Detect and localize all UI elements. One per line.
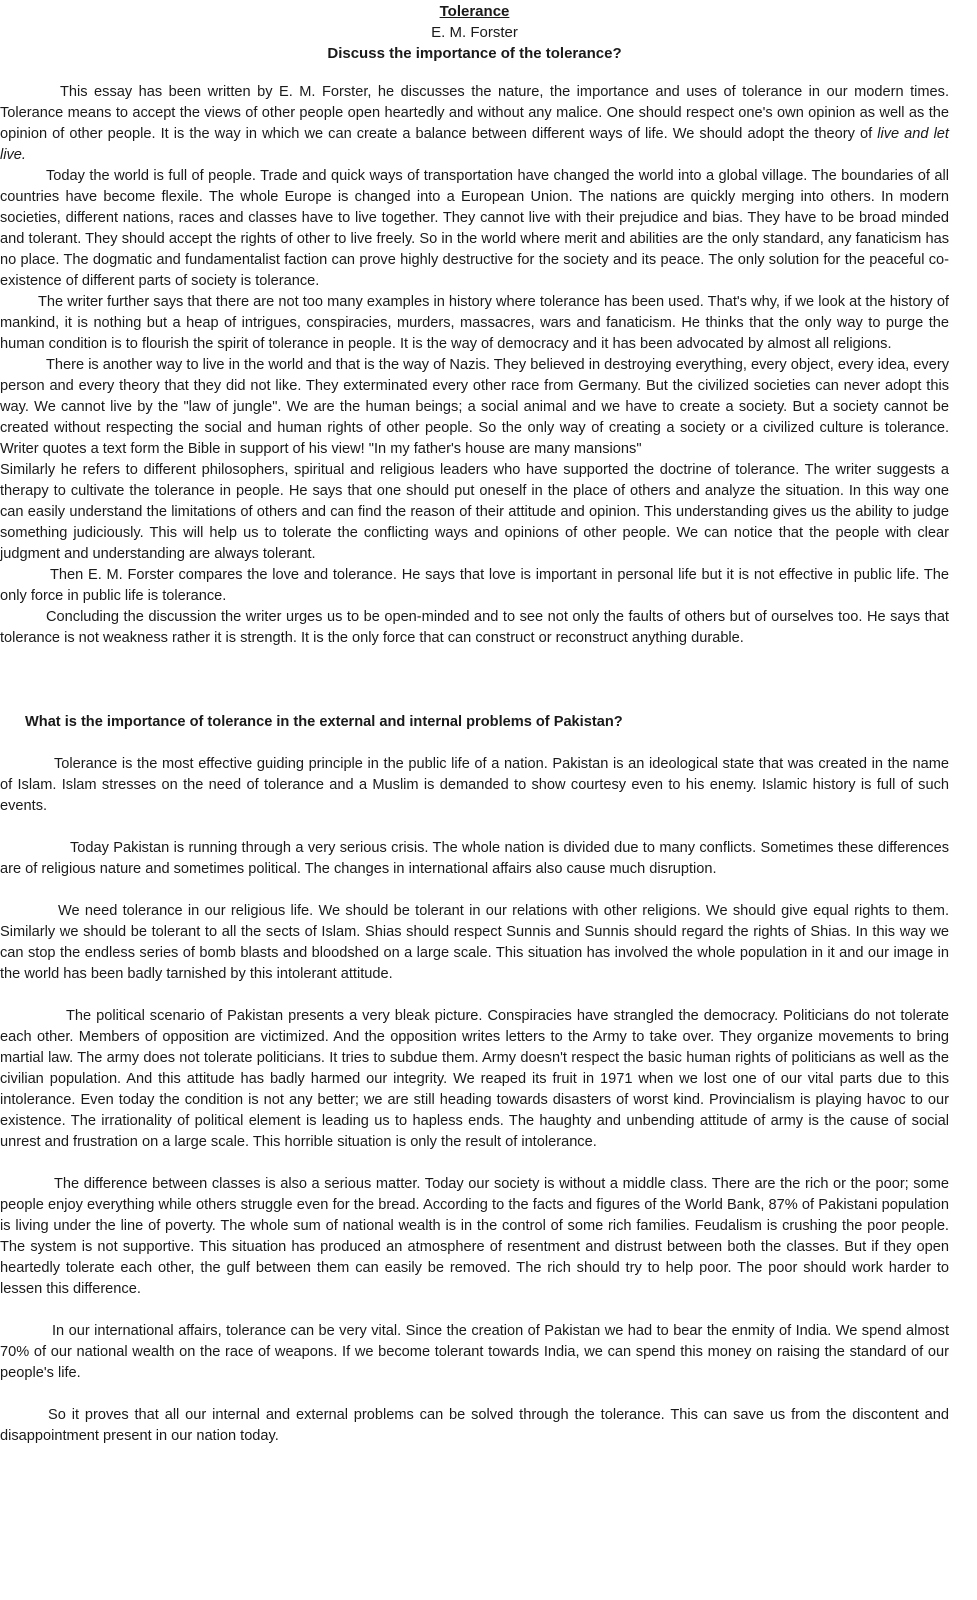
pakistan-body	[0, 754, 949, 1447]
pakistan-paragraph-2: Today Pakistan is running through a very serious crisis. The whole nation is divided due to many conflicts. Sometimes these differences are of religious nature and sometimes political. The changes in international affairs also cause much disruption.	[0, 840, 949, 877]
essay-question: Discuss the importance of the tolerance?	[327, 45, 622, 62]
pakistan-paragraph-4: The political scenario of Pakistan presents a very bleak picture. Conspiracies have strangled the democracy. Politicians do not tolerate each other. Members of opposition are victimized. And the opposition writes letters to the Army to take over. They organize movements to bring martial law. The army does not tolerate politicians. It tries to subdue them. Army doesn't respect the basic human rights of politicians as well as the civilian population. And this attitude has badly harmed our integrity. We reaped its fruit in 1971 when we lost one of our vital parts due to this intolerance. Even today the condition is not any better; we are still heading towards disasters of worst kind. Provincialism is playing havoc to our existence. The irrationality of political element is leading us to hapless ends. The haughty and unbending attitude of army is the cause of social unrest and frustration on a large scale. This horrible situation is only the result of intolerance.	[0, 1008, 949, 1150]
pakistan-section	[0, 712, 949, 1447]
pakistan-paragraph-6: In our international affairs, tolerance can be very vital. Since the creation of Pakistan we had to bear the enmity of India. We spend almost 70% of our national wealth on the race of weapons. If we become tolerant towards India, we can spend this money on raising the standard of our people's life.	[0, 1323, 949, 1381]
essay-paragraph-2: Today the world is full of people. Trade and quick ways of transportation have changed the world into a global village. The boundaries of all countries have become flexile. The whole Europe is changed into a European Union. The nations are quickly merging into others. In modern societies, different nations, races and classes have to live together. They cannot live with their prejudice and bias. They have to be broad minded and tolerant. They should accept the rights of other to live freely. So in the world where merit and abilities are the only standard, any fanaticism has no place. The dogmatic and fundamentalist faction can prove highly destructive for the society and its peace. The only solution for the peaceful co-existence of different parts of society is tolerance.	[0, 168, 949, 289]
essay-paragraph-6: Then E. M. Forster compares the love and tolerance. He says that love is important in personal life but it is not effective in public life. The only force in public life is tolerance.	[0, 567, 949, 604]
essay-paragraph-1-italic: live and let live.	[0, 126, 949, 163]
essay-paragraph-1	[0, 82, 949, 166]
essay-paragraph-1-text: This essay has been written by E. M. Forster, he discusses the nature, the importance and uses of tolerance in our modern times. Tolerance means to accept the views of other people open heartedly and without any malice. One should respect one's own opinion as well as the opinion of other people. It is the way in which we can create a balance between different ways of life. We should adopt the theory of	[0, 84, 949, 142]
document-title: Tolerance	[439, 3, 510, 20]
essay-paragraph-7: Concluding the discussion the writer urges us to be open-minded and to see not only the faults of others but of ourselves too. He says that tolerance is not weakness rather it is strength. It is the only force that can construct or reconstruct anything durable.	[0, 609, 949, 646]
document-header	[0, 1, 949, 64]
pakistan-paragraph-5: The difference between classes is also a serious matter. Today our society is without a middle class. There are the rich or the poor; some people enjoy everything while others struggle even for the bread. According to the facts and figures of the World Bank, 87% of Pakistani population is living under the line of poverty. The whole sum of national wealth is in the control of some rich families. Feudalism is crushing the poor people. The system is not supportive. This situation has produced an atmosphere of resentment and distrust between both the classes. But if they open heartedly tolerate each other, the gulf between them can easily be removed. The rich should try to help poor. The poor should work harder to lessen this difference.	[0, 1176, 949, 1297]
essay-body	[0, 82, 949, 649]
pakistan-paragraph-7: So it proves that all our internal and external problems can be solved through the tolerance. This can save us from the discontent and disappointment present in our nation today.	[0, 1407, 949, 1444]
pakistan-paragraph-1: Tolerance is the most effective guiding principle in the public life of a nation. Pakistan is an ideological state that was created in the name of Islam. Islam stresses on the need of tolerance and a Muslim is demanded to show courtesy even to his enemy. Islamic history is full of such events.	[0, 756, 949, 814]
essay-paragraph-3: The writer further says that there are not too many examples in history where tolerance has been used. That's why, if we look at the history of mankind, it is nothing but a heap of intrigues, conspiracies, murders, massacres, wars and fanaticism. He thinks that the only way to purge the human condition is to flourish the spirit of tolerance in people. It is the way of democracy and it has been advocated by almost all religions.	[0, 294, 949, 352]
essay-paragraph-5: Similarly he refers to different philosophers, spiritual and religious leaders who have supported the doctrine of tolerance. The writer suggests a therapy to cultivate the tolerance in people. He says that one should put oneself in the place of others and analyze the situation. In this way one can easily understand the limitations of others and can find the reason of their attitude and opinion. This understanding gives us the ability to judge something judiciously. This will help us to tolerate the conflicting ways and opinions of other people. We can notice that the people with clear judgment and understanding are always tolerant.	[0, 462, 949, 562]
pakistan-paragraph-3: We need tolerance in our religious life. We should be tolerant in our relations with other religions. We should give equal rights to them. Similarly we should be tolerant to all the sects of Islam. Shias should respect Sunnis and Sunnis should regard the rights of Shias. In this way we can stop the endless series of bomb blasts and bloodshed on a large scale. This situation has involved the whole population in it and our image in the world has been badly tarnished by this intolerant attitude.	[0, 903, 949, 982]
document-author: E. M. Forster	[431, 24, 518, 41]
pakistan-question: What is the importance of tolerance in the external and internal problems of Pakistan?	[25, 714, 623, 730]
essay-paragraph-4: There is another way to live in the world and that is the way of Nazis. They believed in destroying everything, every object, every idea, every person and every theory that they did not like. They exterminated every other race from Germany. But the civilized societies can never adopt this way. We cannot live by the "law of jungle". We are the human beings; a social animal and we have to create a society. But a society cannot be created without respecting the social and human rights of other people. So the only way of creating a society or a civilized culture is tolerance. Writer quotes a text form the Bible in support of his view! "In my father's house are many mansions"	[0, 357, 949, 457]
